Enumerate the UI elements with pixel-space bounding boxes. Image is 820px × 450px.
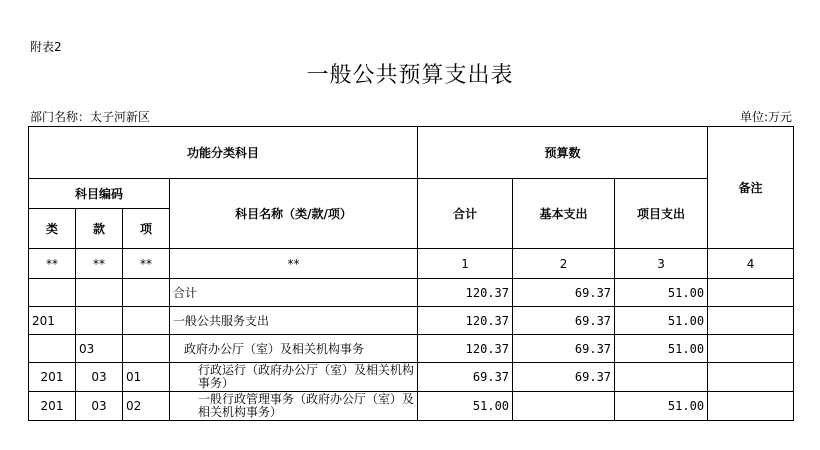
index-cell: ** [123, 249, 170, 279]
cell-basic: 69.37 [513, 279, 615, 307]
header-subject-code: 科目编码 [29, 179, 170, 209]
cell-lei [29, 335, 76, 363]
cell-lei: 201 [29, 392, 76, 421]
index-cell: ** [76, 249, 123, 279]
index-cell: 4 [708, 249, 794, 279]
table-row [29, 279, 794, 307]
cell-subject-name: 行政运行（政府办公厅（室）及相关机构事务） [170, 363, 418, 392]
cell-subject-name: 一般行政管理事务（政府办公厅（室）及相关机构事务） [170, 392, 418, 421]
header-xiang: 项 [123, 209, 170, 249]
header-remark: 备注 [708, 127, 794, 249]
cell-remark [708, 363, 794, 392]
budget-table [28, 126, 794, 421]
cell-kuan [76, 307, 123, 335]
cell-total: 120.37 [418, 307, 513, 335]
cell-kuan: 03 [76, 392, 123, 421]
table-row [29, 363, 794, 392]
cell-project: 51.00 [615, 307, 708, 335]
cell-project: 51.00 [615, 392, 708, 421]
cell-xiang [123, 279, 170, 307]
cell-basic: 69.37 [513, 307, 615, 335]
cell-total: 120.37 [418, 335, 513, 363]
cell-basic: 69.37 [513, 335, 615, 363]
cell-lei: 201 [29, 363, 76, 392]
index-cell: ** [29, 249, 76, 279]
cell-total: 69.37 [418, 363, 513, 392]
header-project: 项目支出 [615, 179, 708, 249]
header-total: 合计 [418, 179, 513, 249]
cell-basic: 69.37 [513, 363, 615, 392]
cell-lei: 201 [29, 307, 76, 335]
cell-xiang [123, 307, 170, 335]
cell-xiang: 01 [123, 363, 170, 392]
header-kuan: 款 [76, 209, 123, 249]
cell-lei [29, 279, 76, 307]
cell-total: 51.00 [418, 392, 513, 421]
cell-total: 120.37 [418, 279, 513, 307]
cell-remark [708, 279, 794, 307]
header-basic: 基本支出 [513, 179, 615, 249]
index-row [29, 249, 794, 279]
index-cell: 2 [513, 249, 615, 279]
cell-subject-name: 政府办公厅（室）及相关机构事务 [170, 335, 418, 363]
page-title: 一般公共预算支出表 [306, 63, 514, 88]
cell-project: 51.00 [615, 335, 708, 363]
header-lei: 类 [29, 209, 76, 249]
cell-basic [513, 392, 615, 421]
cell-kuan [76, 279, 123, 307]
table-row [29, 392, 794, 421]
header-budget-amount: 预算数 [418, 127, 708, 179]
header-subject-name: 科目名称（类/款/项） [170, 179, 418, 249]
department-name: 部门名称：太子河新区 [30, 110, 151, 124]
index-cell: 1 [418, 249, 513, 279]
cell-subject-name: 合计 [170, 279, 418, 307]
annex-label: 附表2 [30, 40, 62, 54]
cell-xiang: 02 [123, 392, 170, 421]
cell-subject-name: 一般公共服务支出 [170, 307, 418, 335]
table-row [29, 335, 794, 363]
index-cell: ** [170, 249, 418, 279]
unit-label: 单位:万元 [739, 110, 792, 124]
cell-remark [708, 392, 794, 421]
table-row [29, 307, 794, 335]
cell-project [615, 363, 708, 392]
cell-project: 51.00 [615, 279, 708, 307]
cell-kuan: 03 [76, 363, 123, 392]
index-cell: 3 [615, 249, 708, 279]
cell-remark [708, 335, 794, 363]
header-function-class: 功能分类科目 [29, 127, 418, 179]
cell-remark [708, 307, 794, 335]
cell-kuan: 03 [76, 335, 123, 363]
cell-xiang [123, 335, 170, 363]
